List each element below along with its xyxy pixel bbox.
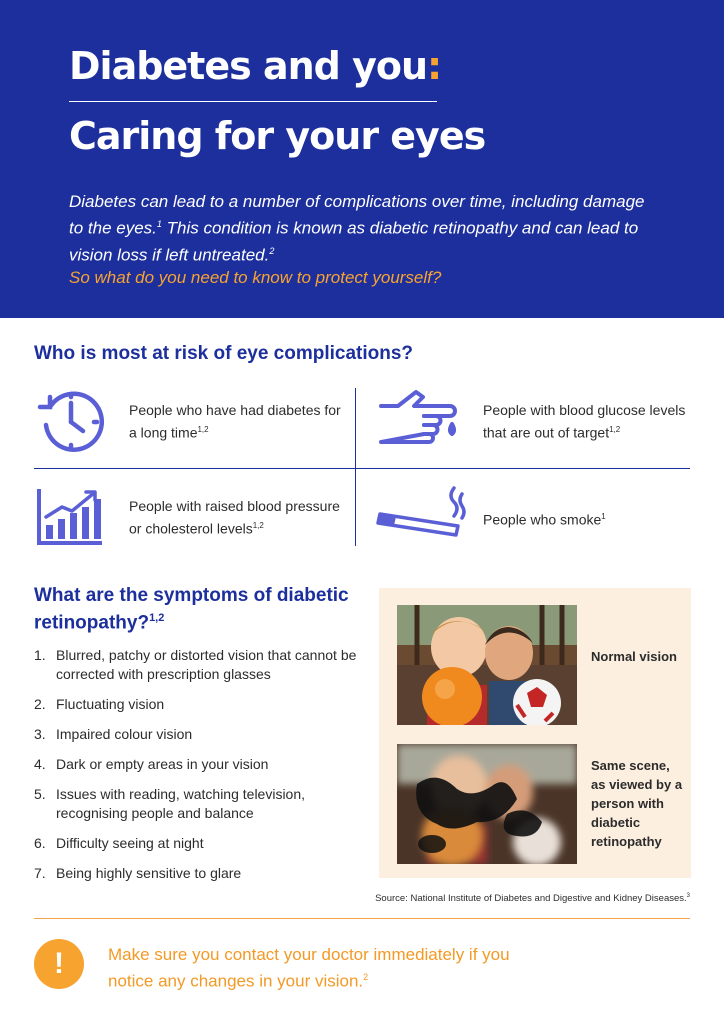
footer-divider [34,918,690,919]
symptoms-heading: What are the symptoms of diabetic retinopathy?$^{1,2}$ [34,585,349,634]
source-citation: Source: National Institute of Diabetes and Digestive and Kidney Diseases.$^3$ [375,893,690,905]
intro-text: Diabetes can lead to a number of complications over time, including damage to the eyes.$^1$ This condition is known as diabetic retinopathy and can lead to vision loss if left untreated.$^2$ [69,192,645,265]
title-divider [69,101,437,102]
impaired-vision-label: Same scene, as viewed by a person with diabetic retinopathy [591,758,683,849]
title-line-2: Caring for your eyes [69,114,486,158]
risk-heading: Who is most at risk of eye complications? [34,343,414,364]
vision-comparison-panel [379,588,691,878]
risk-item-smoking: People who smoke$^1$ [483,511,606,528]
cigarette-icon [374,484,468,540]
list-item: 4. Dark or empty areas in your vision [34,756,269,772]
normal-vision-photo [397,605,577,725]
list-item: 3. Impaired colour vision [34,726,193,742]
alert-message: Make sure you contact your doctor immediately if you notice any changes in your vision.$^2$ [108,945,510,991]
risk-item-glucose: People with blood glucose levels that are out of target$^{1,2}$ [483,402,686,441]
normal-vision-label: Normal vision [591,649,677,664]
exclamation-icon: ! [34,939,84,989]
grid-divider-vertical [355,388,356,546]
list-item: 6. Difficulty seeing at night [34,835,204,851]
finger-prick-icon [378,388,458,450]
list-item: 1. Blurred, patchy or distorted vision that cannot be corrected with prescription glasses [34,647,357,682]
list-item: 5. Issues with reading, watching television, recognising people and balance [34,786,306,821]
risk-item-blood-pressure: People with raised blood pressure or cholesterol levels$^{1,2}$ [129,498,340,537]
risk-item-duration: People who have had diabetes for a long time$^{1,2}$ [129,402,341,441]
symptoms-list [34,646,374,894]
grid-divider-horizontal [34,468,690,469]
list-item: 7. Being highly sensitive to glare [34,865,242,881]
intro-question: So what do you need to know to protect yourself? [69,268,442,287]
chart-icon [36,485,104,547]
clock-icon [36,385,106,455]
title-line-1: Diabetes and you: [69,44,442,88]
impaired-vision-photo [397,744,577,864]
header-banner [0,0,724,318]
list-item: 2. Fluctuating vision [34,696,165,712]
